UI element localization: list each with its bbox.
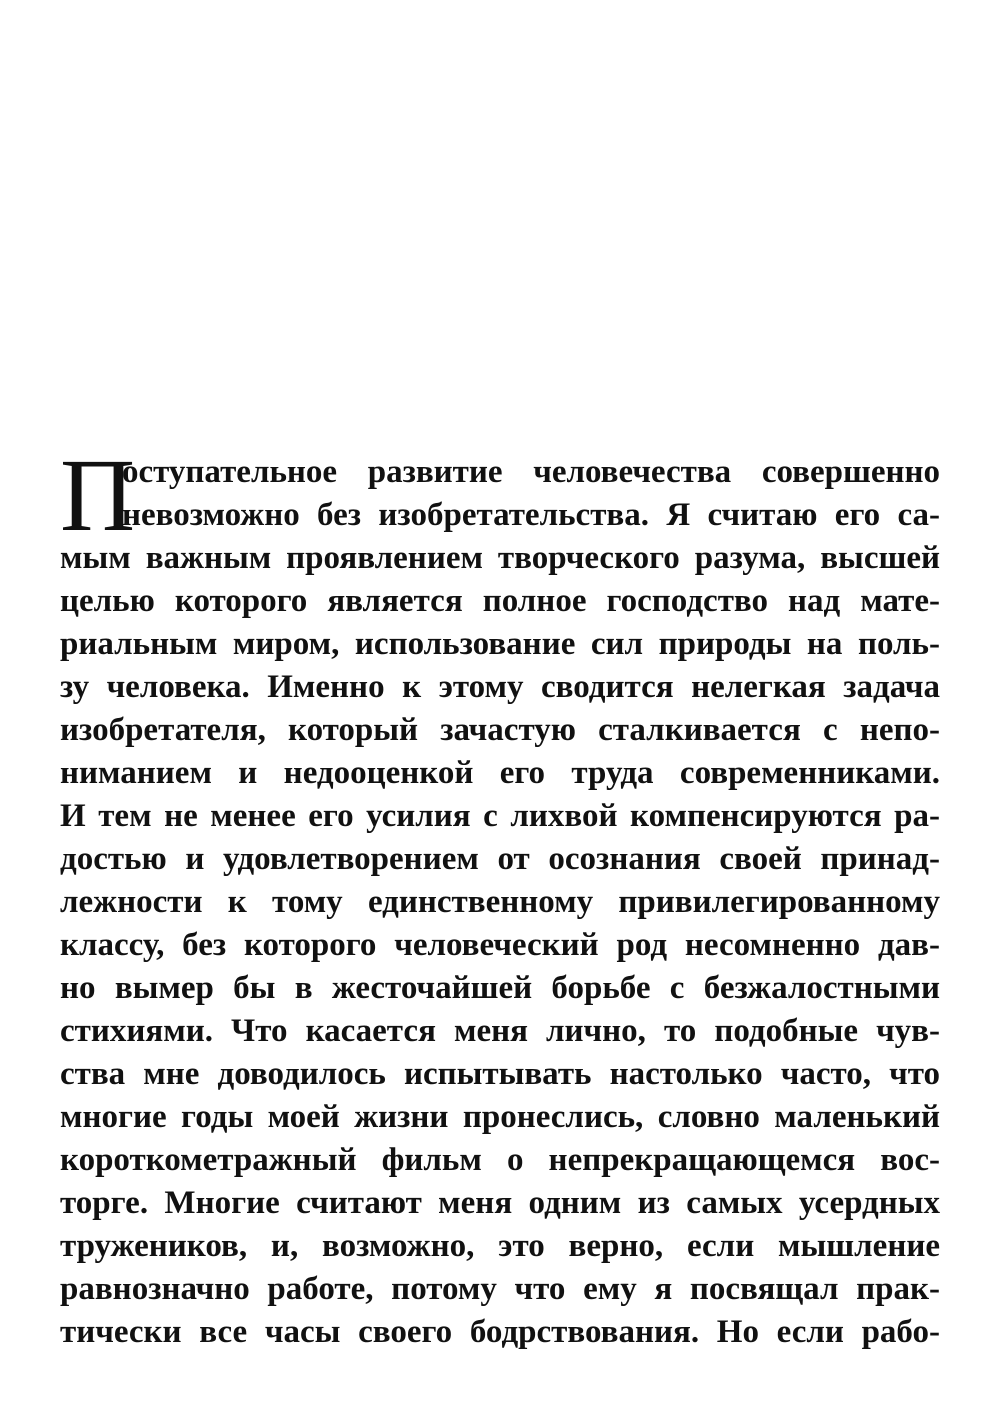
text-line-1: оступательное развитие человечества совершенно xyxy=(122,454,940,490)
text-line-21: тически все часы своего бодрствования. Но если рабо- xyxy=(60,1314,940,1350)
text-line-13: но вымер бы в жесточайшей борьбе с безжалостными xyxy=(60,970,940,1006)
text-line-11: лежности к тому единственному привилегированному xyxy=(60,884,940,920)
drop-cap: П xyxy=(60,438,136,553)
text-line-5: риальным миром, использование сил природы на поль- xyxy=(60,626,940,662)
text-line-15: ства мне доводилось испытывать настолько часто, что xyxy=(60,1056,940,1092)
text-line-8: ниманием и недооценкой его труда современниками. xyxy=(60,755,940,791)
text-line-17: короткометражный фильм о непрекращающемся вос- xyxy=(60,1142,940,1178)
text-line-18: торге. Многие считают меня одним из самых усердных xyxy=(60,1185,940,1221)
text-line-9: И тем не менее его усилия с лихвой компенсируются ра- xyxy=(60,798,940,834)
text-line-4: целью которого является полное господство над мате- xyxy=(60,583,940,619)
text-line-7: изобретателя, который зачастую сталкивается с непо- xyxy=(60,712,940,748)
text-line-3: мым важным проявлением творческого разума, высшей xyxy=(60,540,940,576)
text-line-16: многие годы моей жизни пронеслись, словно маленький xyxy=(60,1099,940,1135)
text-line-10: достью и удовлетворением от осознания своей принад- xyxy=(60,841,940,877)
text-line-2: невозможно без изобретательства. Я считаю его са- xyxy=(122,497,940,533)
text-line-19: тружеников, и, возможно, это верно, если мышление xyxy=(60,1228,940,1264)
text-line-6: зу человека. Именно к этому сводится нелегкая задача xyxy=(60,669,940,705)
text-line-14: стихиями. Что касается меня лично, то подобные чув- xyxy=(60,1013,940,1049)
text-line-12: классу, без которого человеческий род несомненно дав- xyxy=(60,927,940,963)
text-line-20: равнозначно работе, потому что ему я посвящал прак- xyxy=(60,1271,940,1307)
